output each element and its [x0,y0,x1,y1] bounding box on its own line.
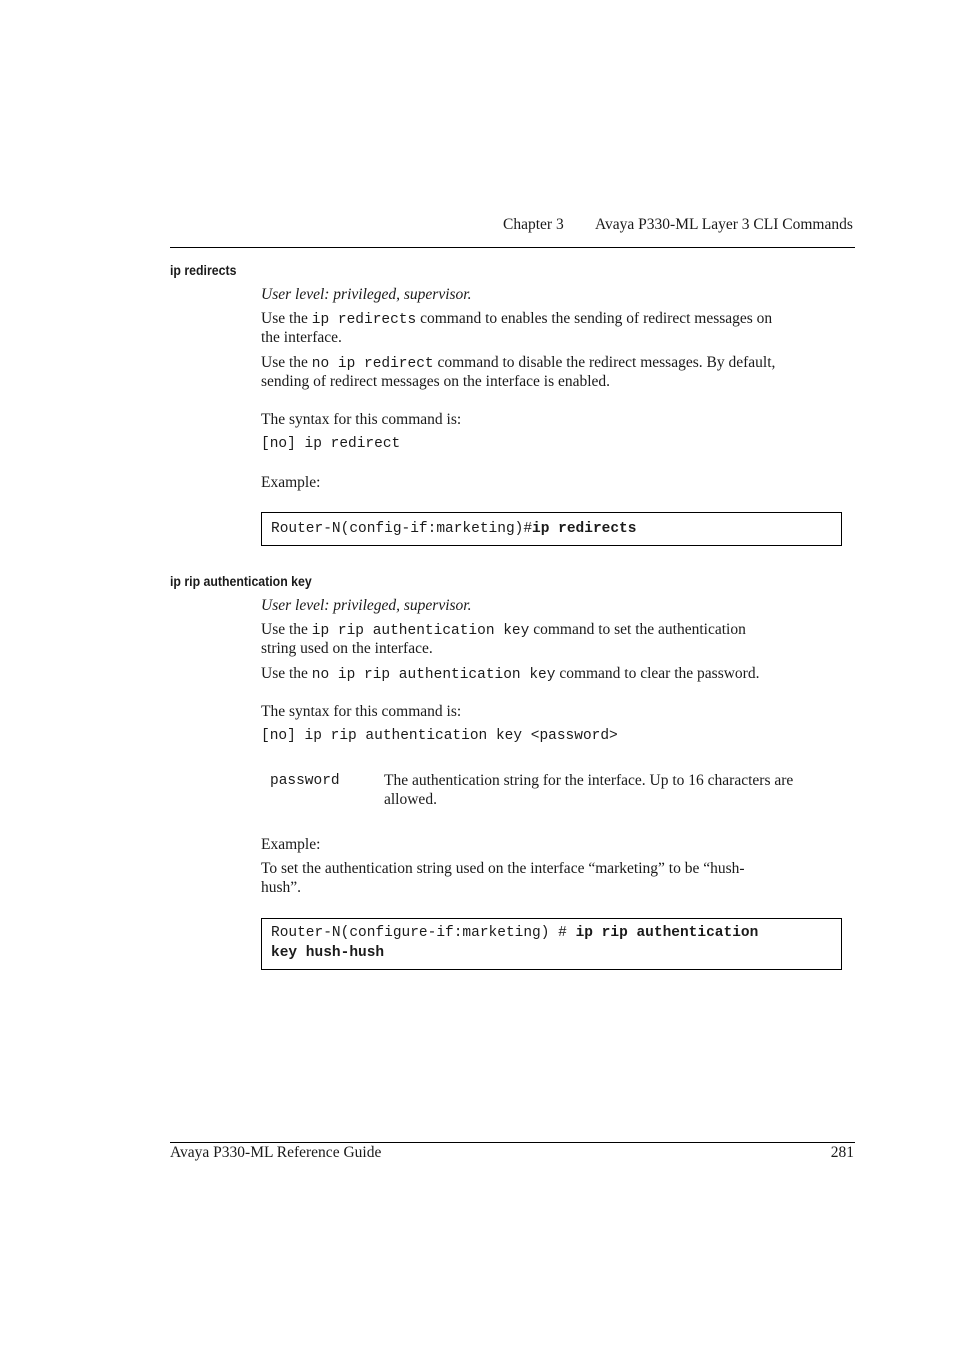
syntax-intro: The syntax for this command is: [261,703,462,720]
inline-code: no ip redirect [311,356,434,372]
section-heading-ip-redirects: ip redirects [170,262,237,278]
paragraph: Use the ip redirects command to enables the sending of redirect messages on [261,310,773,328]
running-header-title: Avaya P330-ML Layer 3 CLI Commands [595,216,853,233]
paragraph-cont: string used on the interface. [261,640,433,657]
parameter-description-cont: allowed. [384,791,437,808]
header-rule [170,247,855,248]
example-description: To set the authentication string used on the interface “marketing” to be “hush- [261,860,745,877]
example-code-line: Router-N(configure-if:marketing) # ip rip authentication [271,925,759,941]
parameter-description: The authentication string for the interface. Up to 16 characters are [384,772,794,789]
parameter-name: password [270,773,340,789]
paragraph: Use the no ip rip authentication key command to clear the password. [261,665,760,683]
paragraph: Use the ip rip authentication key command to set the authentication [261,621,746,639]
syntax-code: [no] ip redirect [261,436,401,452]
inline-code: ip redirects [311,312,417,328]
example-code-line: Router-N(config-if:marketing)#ip redirects [271,521,637,537]
syntax-code: [no] ip rip authentication key <password> [261,728,618,744]
section-heading-ip-rip-authentication-key: ip rip authentication key [170,573,312,589]
user-level: User level: privileged, supervisor. [261,286,472,303]
example-code-box [261,512,842,546]
footer-guide-title: Avaya P330-ML Reference Guide [170,1144,382,1161]
user-level: User level: privileged, supervisor. [261,597,472,614]
paragraph-cont: the interface. [261,329,342,346]
example-label: Example: [261,474,321,491]
example-code-line: key hush-hush [271,945,385,961]
syntax-intro: The syntax for this command is: [261,411,462,428]
running-header-chapter: Chapter 3 [503,216,564,233]
example-label: Example: [261,836,321,853]
footer-rule [170,1142,855,1143]
paragraph-cont: sending of redirect messages on the interface is enabled. [261,373,611,390]
inline-code: no ip rip authentication key [311,667,556,683]
example-description-cont: hush”. [261,879,302,896]
inline-code: ip rip authentication key [311,623,530,639]
page-number: 281 [830,1144,854,1161]
paragraph: Use the no ip redirect command to disable the redirect messages. By default, [261,354,776,372]
example-code-box [261,918,842,970]
